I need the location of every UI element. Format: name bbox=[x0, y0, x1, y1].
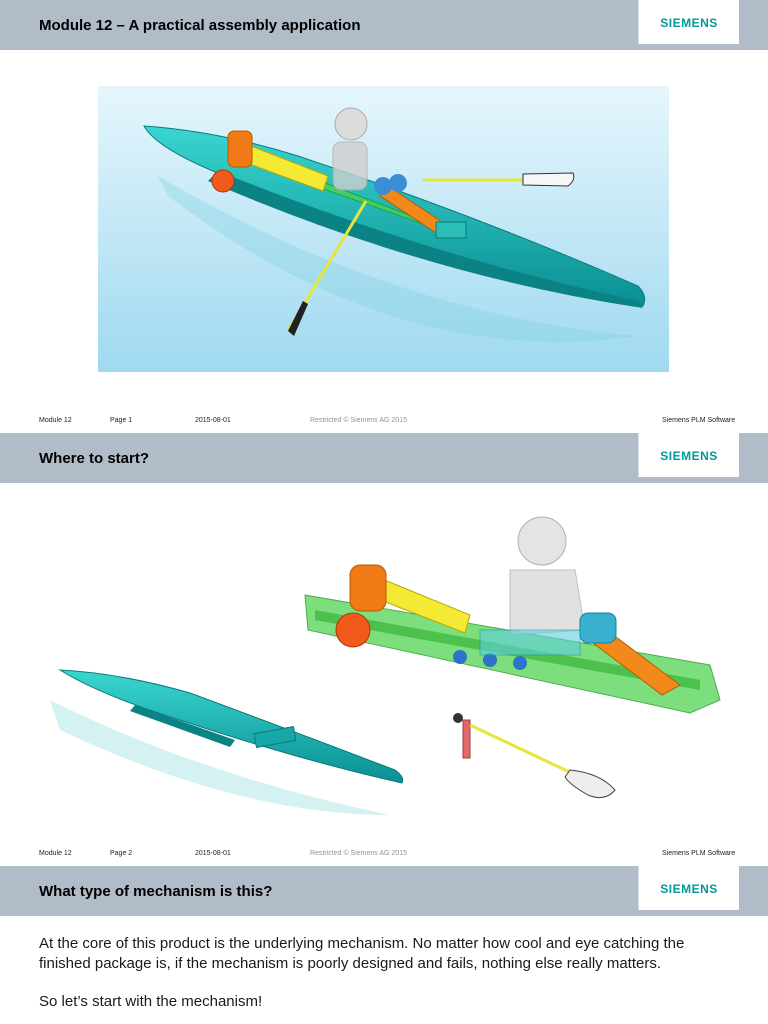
body-paragraph: At the core of this product is the underlying mechanism. No matter how cool and eye catching the finished package is, if the mechanism is poorly designed and fails, nothing else really matters. bbox=[39, 935, 685, 972]
slide-3 bbox=[0, 866, 768, 1024]
slide-1 bbox=[0, 0, 768, 432]
slide-header bbox=[0, 433, 768, 483]
kayak-render-image bbox=[98, 86, 669, 372]
slide-title: Where to start? bbox=[39, 450, 150, 467]
siemens-logo bbox=[638, 0, 739, 44]
siemens-logo bbox=[638, 866, 739, 910]
slide-2 bbox=[0, 433, 768, 865]
siemens-logo-text: SIEMENS bbox=[660, 882, 718, 896]
siemens-logo-text: SIEMENS bbox=[660, 16, 718, 30]
footer-date: 2015-08-01 bbox=[195, 417, 231, 424]
siemens-logo-text: SIEMENS bbox=[660, 449, 718, 463]
footer-module: Module 12 bbox=[39, 417, 72, 424]
slide-title: What type of mechanism is this? bbox=[39, 883, 273, 900]
footer-restricted: Restricted © Siemens AG 2015 bbox=[310, 850, 407, 857]
footer-page: Page 2 bbox=[110, 850, 133, 857]
slide-header bbox=[0, 0, 768, 50]
footer-brand: Siemens PLM Software bbox=[662, 850, 736, 857]
siemens-logo bbox=[638, 433, 739, 477]
footer-page: Page 1 bbox=[110, 417, 133, 424]
footer-brand: Siemens PLM Software bbox=[662, 417, 736, 424]
slide-footer bbox=[0, 417, 768, 431]
exploded-view-image bbox=[40, 515, 730, 845]
footer-restricted: Restricted © Siemens AG 2015 bbox=[310, 417, 407, 424]
body-paragraph: So let’s start with the mechanism! bbox=[39, 993, 263, 1010]
slide-header bbox=[0, 866, 768, 916]
footer-date: 2015-08-01 bbox=[195, 850, 231, 857]
footer-module: Module 12 bbox=[39, 850, 72, 857]
slide-footer bbox=[0, 850, 768, 864]
slide-title: Module 12 – A practical assembly application bbox=[39, 17, 361, 34]
